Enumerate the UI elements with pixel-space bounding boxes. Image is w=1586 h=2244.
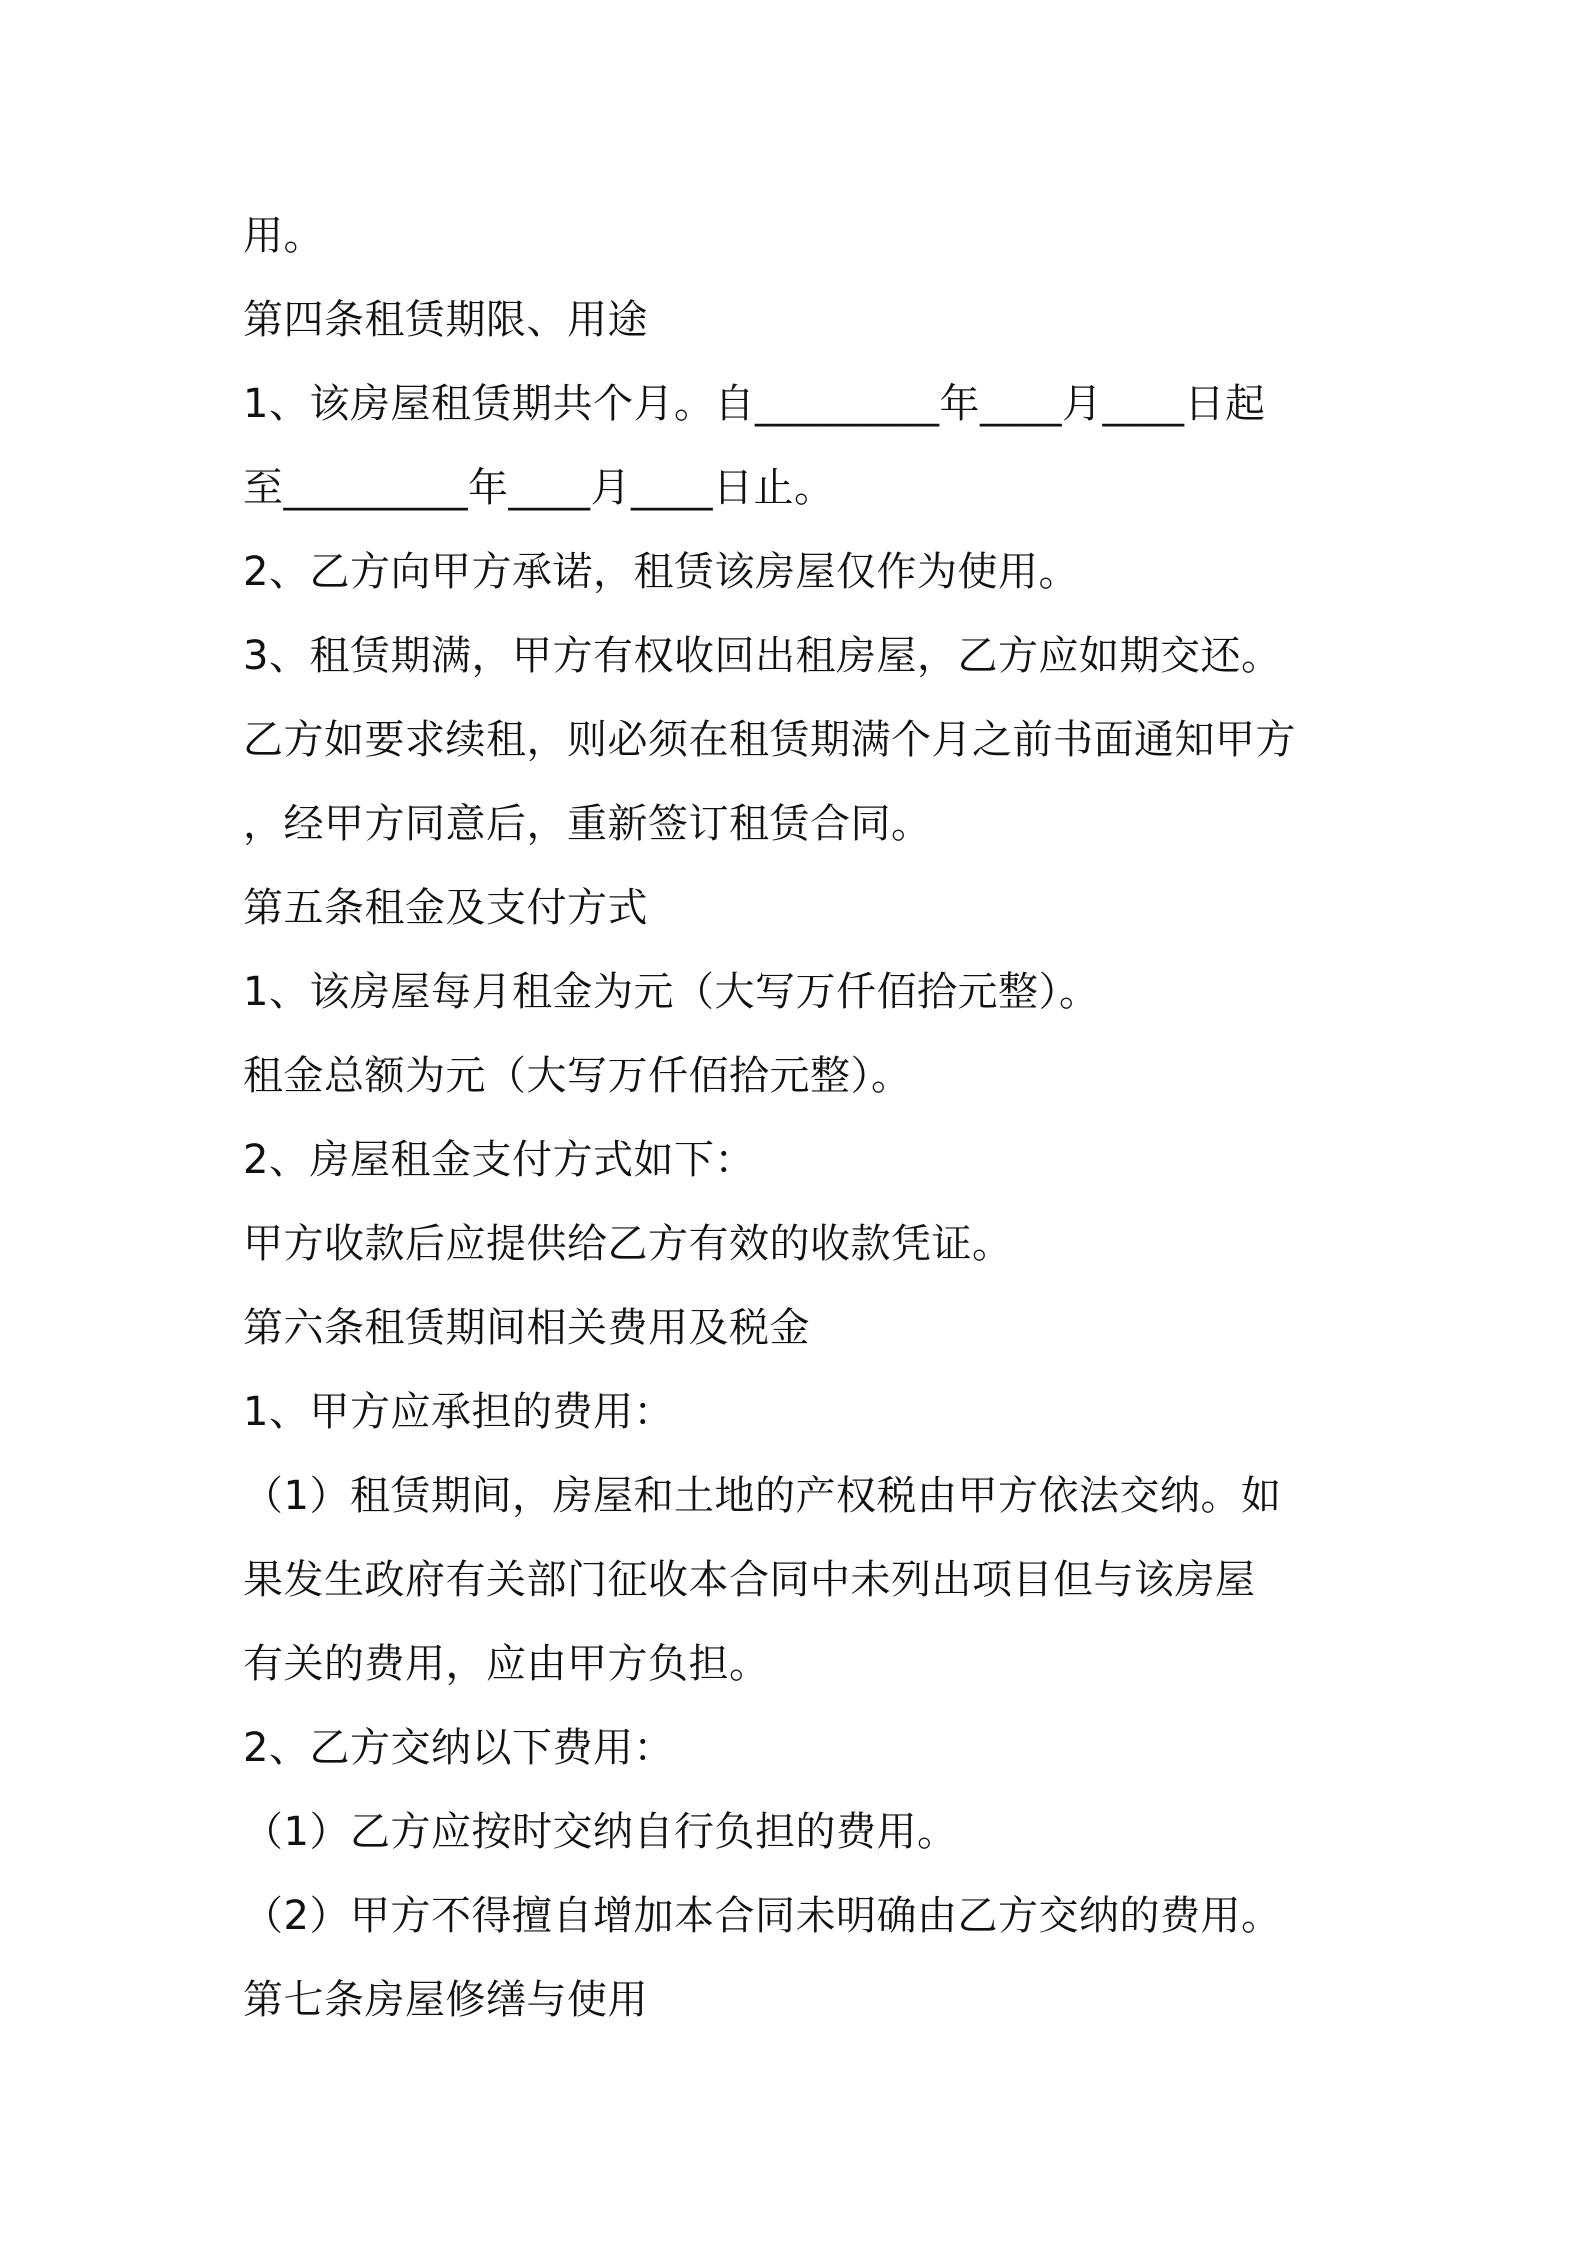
section-heading: 第七条房屋修缮与使用 bbox=[243, 1977, 648, 2023]
text-line: （1）租赁期间，房屋和土地的产权税由甲方依法交纳。如 bbox=[243, 1473, 1282, 1519]
text-line: 至_________年____月____日止。 bbox=[243, 465, 835, 511]
text-line: 2、乙方向甲方承诺，租赁该房屋仅作为使用。 bbox=[243, 549, 1079, 595]
text-line: 3、租赁期满，甲方有权收回出租房屋，乙方应如期交还。 bbox=[243, 633, 1282, 679]
text-line: 有关的费用，应由甲方负担。 bbox=[243, 1641, 770, 1687]
text-line: 果发生政府有关部门征收本合同中未列出项目但与该房屋 bbox=[243, 1557, 1256, 1603]
text-line: 1、甲方应承担的费用： bbox=[243, 1389, 674, 1435]
text-line: ，经甲方同意后，重新签订租赁合同。 bbox=[243, 801, 932, 847]
text-line: 1、该房屋每月租金为元（大写万仟佰拾元整）。 bbox=[243, 969, 1100, 1015]
text-line: （2）甲方不得擅自增加本合同未明确由乙方交纳的费用。 bbox=[243, 1893, 1282, 1939]
text-line: 2、乙方交纳以下费用： bbox=[243, 1725, 674, 1771]
section-heading: 第六条租赁期间相关费用及税金 bbox=[243, 1305, 810, 1351]
text-line: 2、房屋租金支付方式如下： bbox=[243, 1137, 755, 1183]
document-body bbox=[243, 194, 1363, 2042]
section-heading: 第四条租赁期限、用途 bbox=[243, 297, 648, 343]
section-heading: 第五条租金及支付方式 bbox=[243, 885, 648, 931]
text-line: 用。 bbox=[243, 213, 324, 259]
text-line: 乙方如要求续租，则必须在租赁期满个月之前书面通知甲方 bbox=[243, 717, 1296, 763]
text-line: 租金总额为元（大写万仟佰拾元整）。 bbox=[243, 1053, 912, 1099]
text-line: （1）乙方应按时交纳自行负担的费用。 bbox=[243, 1809, 958, 1855]
text-line: 甲方收款后应提供给乙方有效的收款凭证。 bbox=[243, 1221, 1013, 1267]
text-line: 1、该房屋租赁期共个月。自_________年____月____日起 bbox=[243, 381, 1266, 427]
